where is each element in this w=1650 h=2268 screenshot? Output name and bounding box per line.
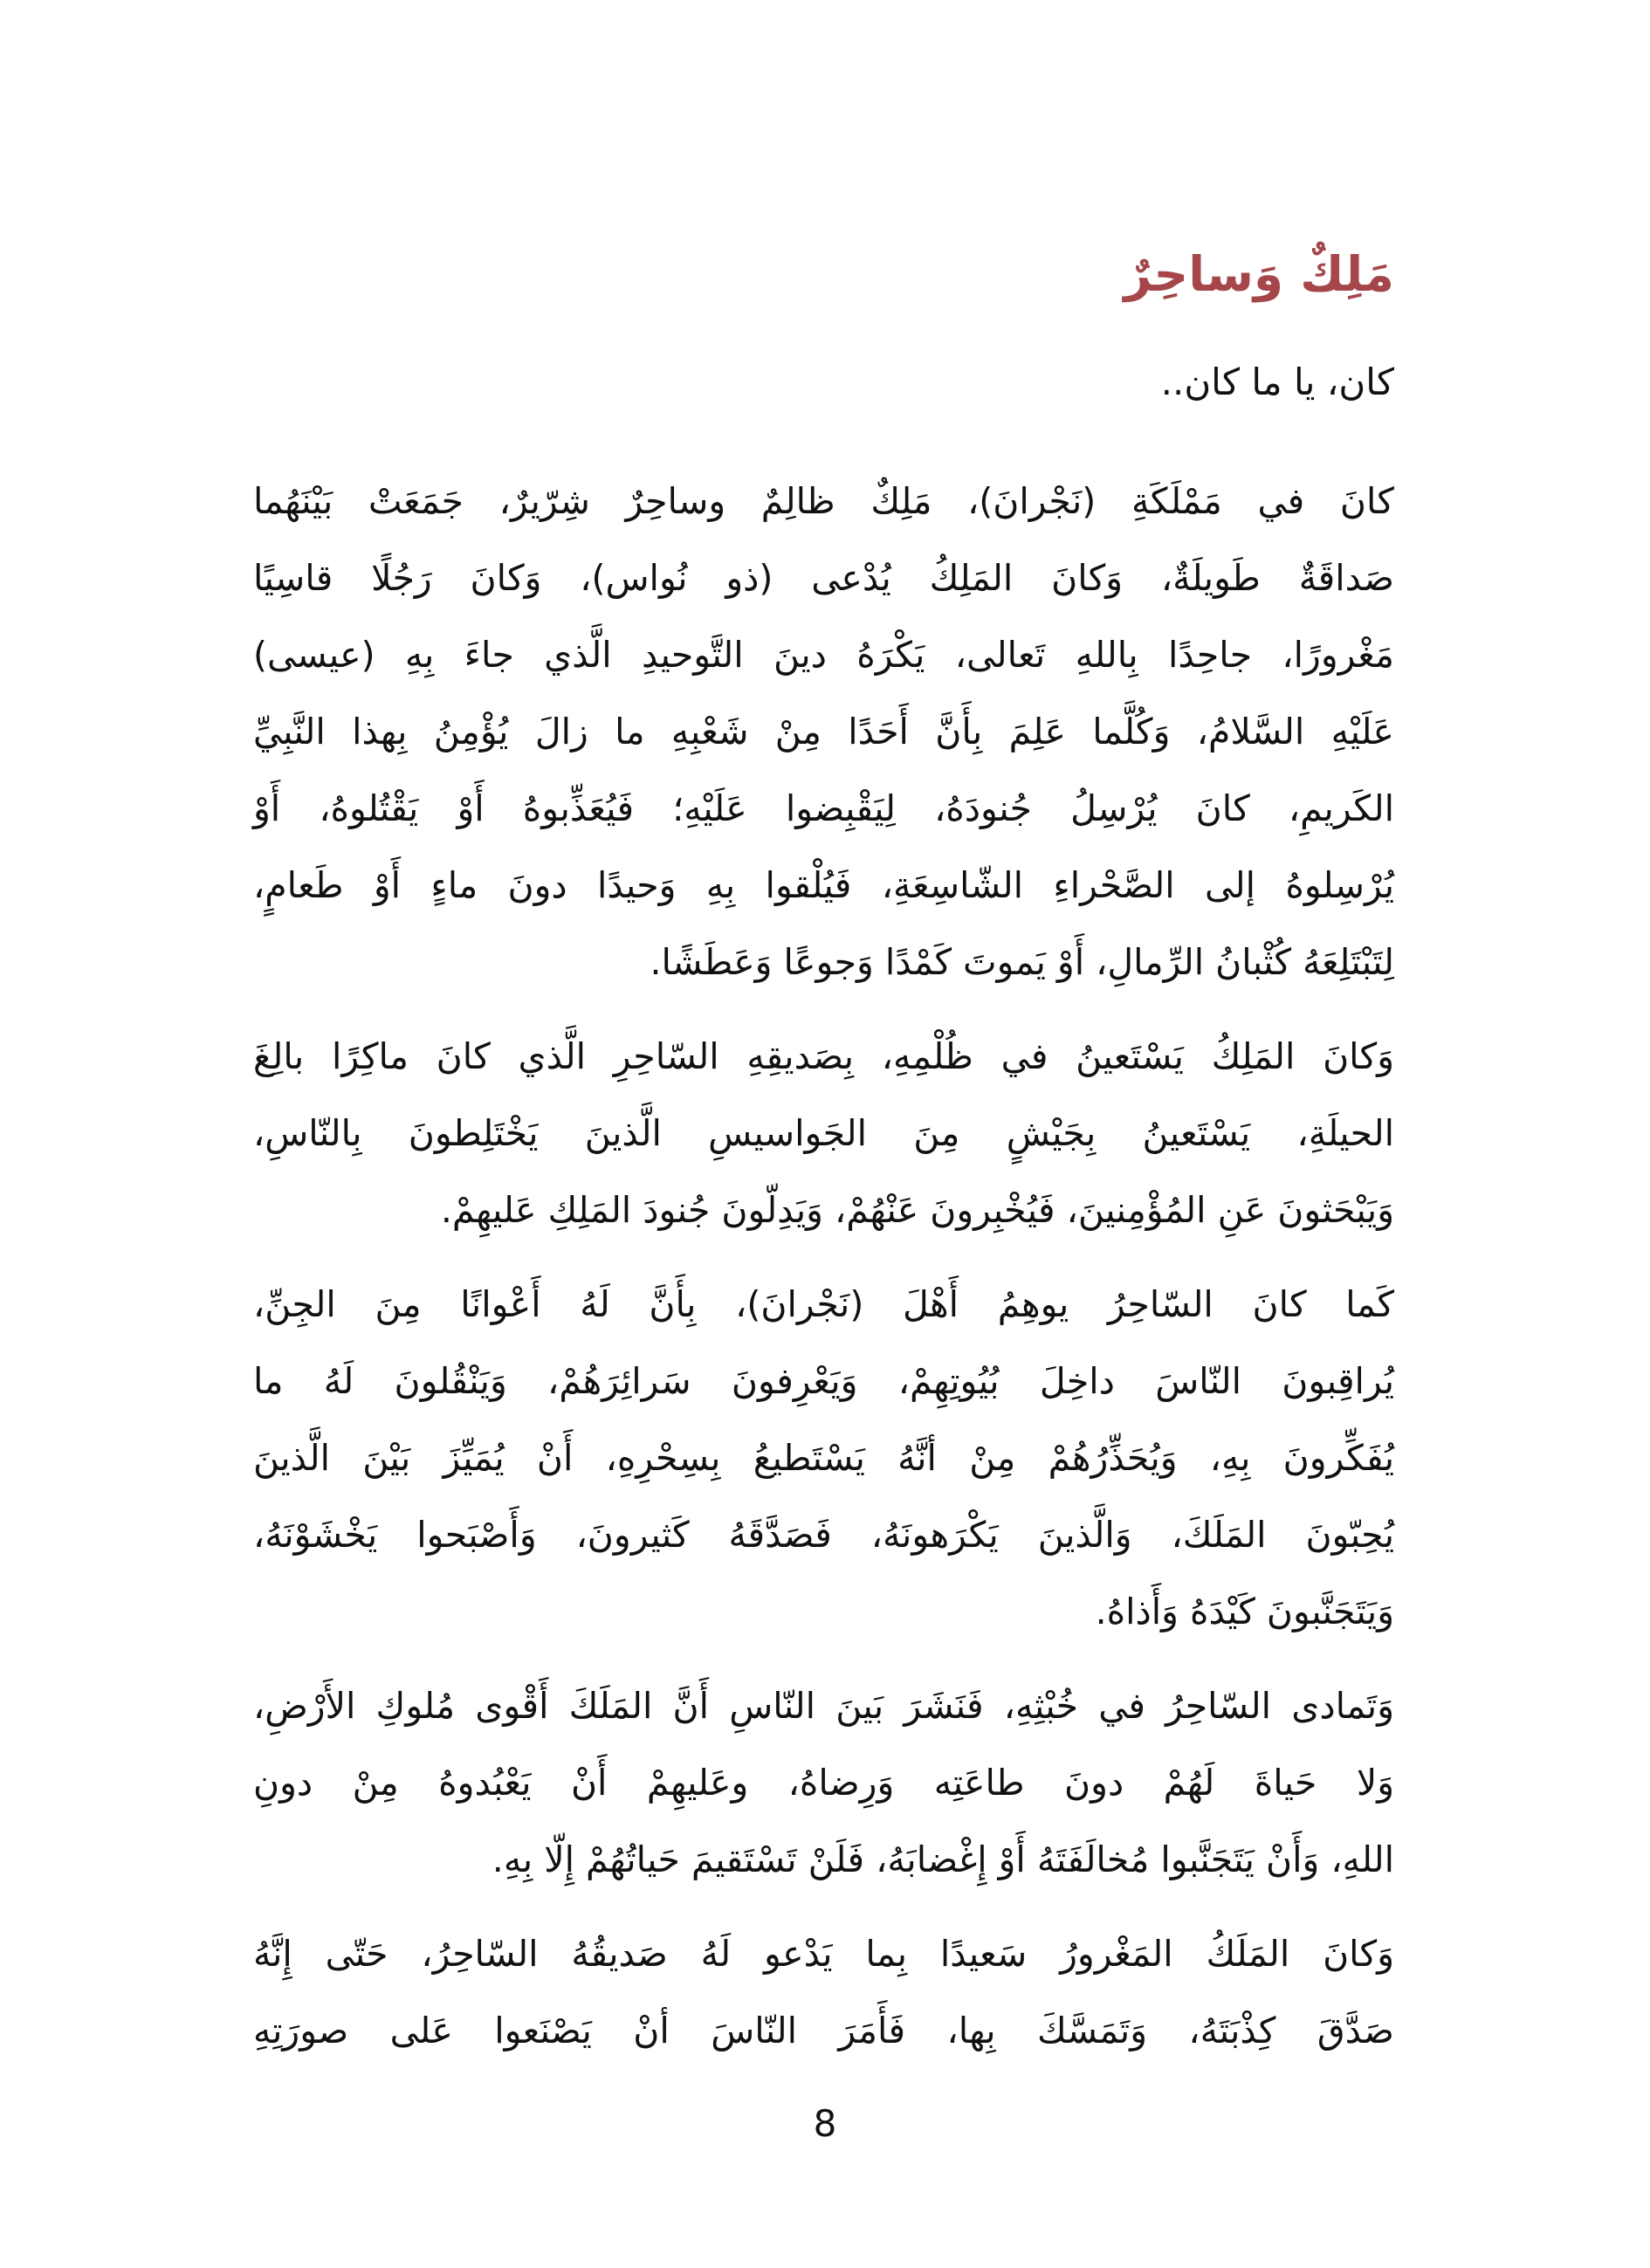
text-line: مَغْرورًا، جاحِدًا بِاللهِ تَعالى، يَكْرَهُ دينَ التَّوحيدِ الَّذي جاءَ بِهِ (عيسى) xyxy=(253,634,1394,677)
page-content xyxy=(253,242,1394,2086)
story-paragraph xyxy=(253,1667,1394,1898)
text-line: وَكانَ المَلَكُ المَغْرورُ سَعيدًا بِما يَدْعو لَهُ صَديقُهُ السّاحِرُ، حَتّى إِنَّهُ xyxy=(253,1933,1394,1976)
text-line: وَكانَ المَلِكُ يَسْتَعينُ في ظُلْمِهِ، بِصَديقِهِ السّاحِرِ الَّذي كانَ ماكِرًا بالِغَ xyxy=(253,1035,1394,1078)
story-opening-line: كان، يا ما كان.. xyxy=(1160,361,1394,404)
text-line: صَداقَةٌ طَويلَةٌ، وَكانَ المَلِكُ يُدْعى (ذو نُواس)، وَكانَ رَجُلًا قاسِيًا xyxy=(253,557,1394,600)
text-line: صَدَّقَ كِذْبَتَهُ، وَتَمَسَّكَ بِها، فَأَمَرَ النّاسَ أنْ يَصْنَعوا عَلى صورَتِهِ xyxy=(253,2010,1394,2052)
text-line: لِتَبْتَلِعَهُ كُثْبانُ الرِّمالِ، أَوْ يَموتَ كَمْدًا وَجوعًا وَعَطَشًا. xyxy=(650,941,1394,984)
story-paragraph xyxy=(253,463,1394,1000)
story-paragraph xyxy=(253,1018,1394,1248)
text-line: يُراقِبونَ النّاسَ داخِلَ بُيُوتِهِمْ، وَيَعْرِفونَ سَرائِرَهُمْ، وَيَنْقُلونَ لَهُ ما xyxy=(253,1360,1394,1403)
story-paragraph xyxy=(253,1266,1394,1650)
text-line: الحيلَةِ، يَسْتَعينُ بِجَيْشٍ مِنَ الجَواسيسِ الَّذينَ يَخْتَلِطونَ بِالنّاسِ، xyxy=(253,1112,1394,1155)
text-line: وَلا حَياةَ لَهُمْ دونَ طاعَتِه وَرِضاهُ، وعَليهِمْ أَنْ يَعْبُدوهُ مِنْ دونِ xyxy=(253,1762,1394,1804)
story-paragraph xyxy=(253,1915,1394,2069)
story-body xyxy=(253,463,1394,2069)
text-line: وَيَبْحَثونَ عَنِ المُؤْمِنينَ، فَيُخْبِرونَ عَنْهُمْ، وَيَدِلّونَ جُنودَ المَلِكِ عَليهِمْ. xyxy=(440,1189,1394,1232)
text-line: كانَ في مَمْلَكَةِ (نَجْرانَ)، مَلِكٌ ظالِمٌ وساحِرٌ شِرّيرٌ، جَمَعَتْ بَيْنَهُما xyxy=(253,480,1394,523)
story-title: مَلِكٌ وَساحِرٌ xyxy=(1124,246,1394,302)
text-line: وَتَمادى السّاحِرُ في خُبْثِهِ، فَنَشَرَ بَينَ النّاسِ أَنَّ المَلَكَ أَقْوى مُلوكِ الأَرْضِ، xyxy=(253,1685,1394,1728)
text-line: اللهِ، وَأَنْ يَتَجَنَّبوا مُخالَفَتَهُ أَوْ إِغْضابَهُ، فَلَنْ تَسْتَقيمَ حَياتُهُمْ إِلّا بِهِ. xyxy=(492,1838,1394,1881)
text-line: يُحِبّونَ المَلَكَ، وَالَّذينَ يَكْرَهونَهُ، فَصَدَّقَهُ كَثيرونَ، وَأَصْبَحوا يَخْشَوْنَهُ، xyxy=(253,1514,1394,1557)
text-line: وَيَتَجَنَّبونَ كَيْدَهُ وَأَذاهُ. xyxy=(1095,1591,1394,1633)
page-number: 8 xyxy=(813,2102,837,2145)
text-line: كَما كانَ السّاحِرُ يوهِمُ أَهْلَ (نَجْرانَ)، بِأَنَّ لَهُ أَعْوانًا مِنَ الجِنِّ، xyxy=(253,1283,1394,1326)
text-line: الكَريمِ، كانَ يُرْسِلُ جُنودَهُ، لِيَقْبِضوا عَلَيْهِ؛ فَيُعَذِّبوهُ أَوْ يَقْتُلوهُ، أَوْ xyxy=(253,787,1394,830)
text-line: عَلَيْهِ السَّلامُ، وَكُلَّما عَلِمَ بِأَنَّ أَحَدًا مِنْ شَعْبِهِ ما زالَ يُؤْمِنُ بِهذا النَّبِيِّ xyxy=(253,711,1394,753)
text-line: يُفَكِّرونَ بِهِ، وَيُحَذِّرُهُمْ مِنْ أنَّهُ يَسْتَطيعُ بِسِحْرِهِ، أَنْ يُمَيِّزَ بَيْنَ الَّذينَ xyxy=(253,1437,1394,1480)
text-line: يُرْسِلوهُ إلى الصَّحْراءِ الشّاسِعَةِ، فَيُلْقوا بِهِ وَحيدًا دونَ ماءٍ أَوْ طَعامٍ، xyxy=(253,864,1394,907)
